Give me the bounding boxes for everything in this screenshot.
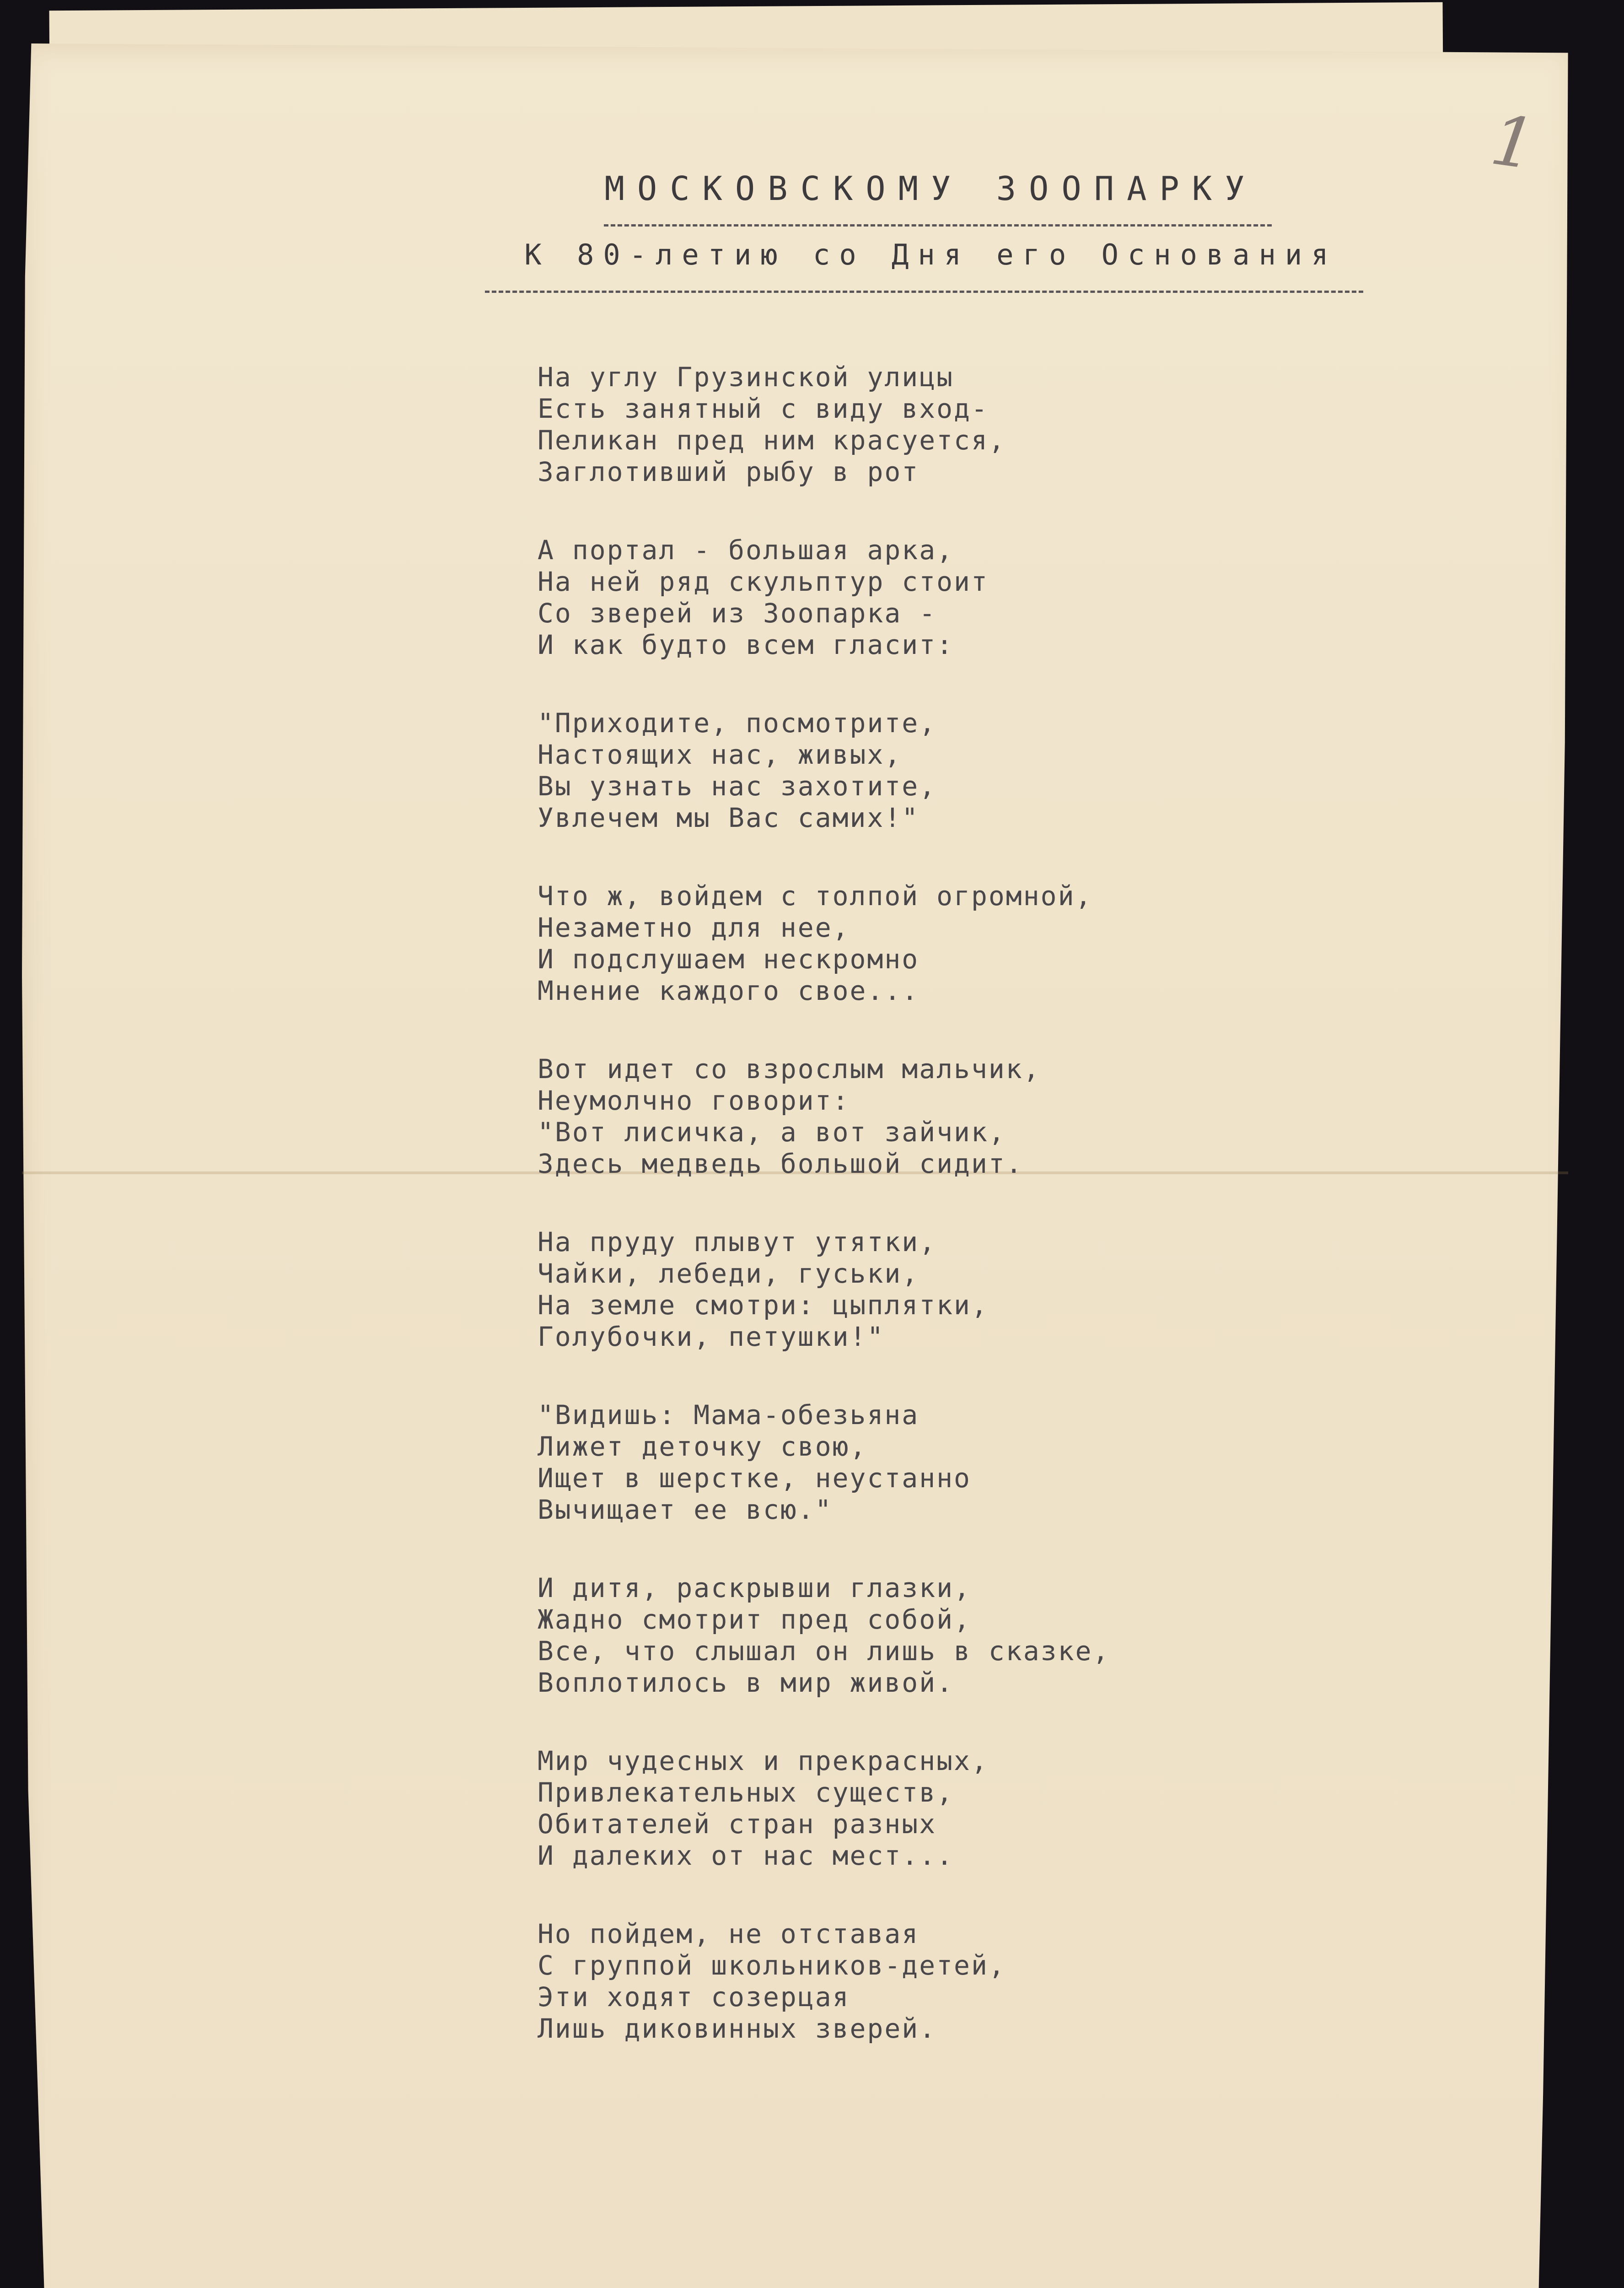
poem-line: Привлекательных существ, [538, 1777, 954, 1808]
document-subtitle: К 80-летию со Дня его Основания [524, 238, 1338, 271]
poem-line: Лишь диковинных зверей. [538, 2013, 937, 2044]
stanza-2 [538, 534, 1269, 661]
poem-line: И как будто всем гласит: [538, 629, 954, 660]
poem-line: И далеких от нас мест... [538, 1840, 954, 1871]
stanza-5 [538, 1053, 1269, 1180]
stanza-8 [538, 1572, 1269, 1699]
stanza-4 [538, 880, 1269, 1007]
stanza-3 [538, 707, 1269, 834]
page-number: 1 [1486, 100, 1541, 185]
poem-line: Мир чудесных и прекрасных, [538, 1745, 989, 1776]
poem-line: Заглотивший рыбу в рот [538, 456, 920, 487]
document-title: МОСКОВСКОМУ ЗООПАРКУ [604, 169, 1258, 208]
poem-line: И подслушаем нескромно [538, 944, 920, 975]
stanza-6 [538, 1226, 1269, 1353]
poem-line: А портал - большая арка, [538, 534, 954, 566]
poem-line: Вычищает ее всю." [538, 1494, 833, 1525]
poem-line: И дитя, раскрывши глазки, [538, 1572, 971, 1603]
poem-line: Настоящих нас, живых, [538, 739, 902, 770]
stanza-1 [538, 362, 1269, 488]
poem-line: Жадно смотрит пред собой, [538, 1604, 971, 1635]
poem-line: Незаметно для нее, [538, 912, 850, 943]
poem-line: Все, что слышал он лишь в сказке, [538, 1635, 1110, 1667]
poem-line: Но пойдем, не отставая [538, 1918, 920, 1949]
poem-line: Есть занятный с виду вход- [538, 393, 989, 424]
poem-line: Голубочки, петушки!" [538, 1321, 885, 1352]
poem-line: На земле смотри: цыплятки, [538, 1290, 989, 1321]
poem-line: Увлечем мы Вас самих!" [538, 802, 920, 833]
poem-line: Что ж, войдем с толпой огромной, [538, 880, 1093, 912]
poem-line: "Вот лисичка, а вот зайчик, [538, 1117, 1006, 1148]
stanza-10 [538, 1918, 1269, 2045]
poem-line: Неумолчно говорит: [538, 1085, 850, 1116]
poem-line: С группой школьников-детей, [538, 1950, 1006, 1981]
poem-line: Здесь медведь большой сидит. [538, 1148, 1023, 1179]
poem-line: На ней ряд скульптур стоит [538, 566, 989, 597]
title-underline [604, 224, 1272, 227]
poem-line: Воплотилось в мир живой. [538, 1667, 954, 1698]
stanza-7 [538, 1399, 1269, 1526]
poem-line: Вы узнать нас захотите, [538, 771, 937, 802]
poem-line: Пеликан пред ним красуется, [538, 425, 1006, 456]
poem-line: Чайки, лебеди, гуськи, [538, 1258, 920, 1289]
poem-line: Со зверей из Зоопарка - [538, 598, 937, 629]
poem-line: Лижет деточку свою, [538, 1431, 867, 1462]
poem-line: На углу Грузинской улицы [538, 362, 954, 393]
poem-line: На пруду плывут утятки, [538, 1226, 937, 1257]
poem-line: Обитателей стран разных [538, 1808, 937, 1840]
subtitle-underline [485, 291, 1363, 293]
poem-line: "Приходите, посмотрите, [538, 707, 937, 739]
poem-line: Вот идет со взрослым мальчик, [538, 1053, 1041, 1085]
stanza-9 [538, 1745, 1269, 1872]
poem-line: Ищет в шерстке, неустанно [538, 1462, 971, 1494]
poem-line: Мнение каждого свое... [538, 975, 920, 1006]
poem-line: "Видишь: Мама-обезьяна [538, 1399, 920, 1430]
poem-body [538, 362, 1269, 2091]
poem-line: Эти ходят созерцая [538, 1981, 850, 2013]
